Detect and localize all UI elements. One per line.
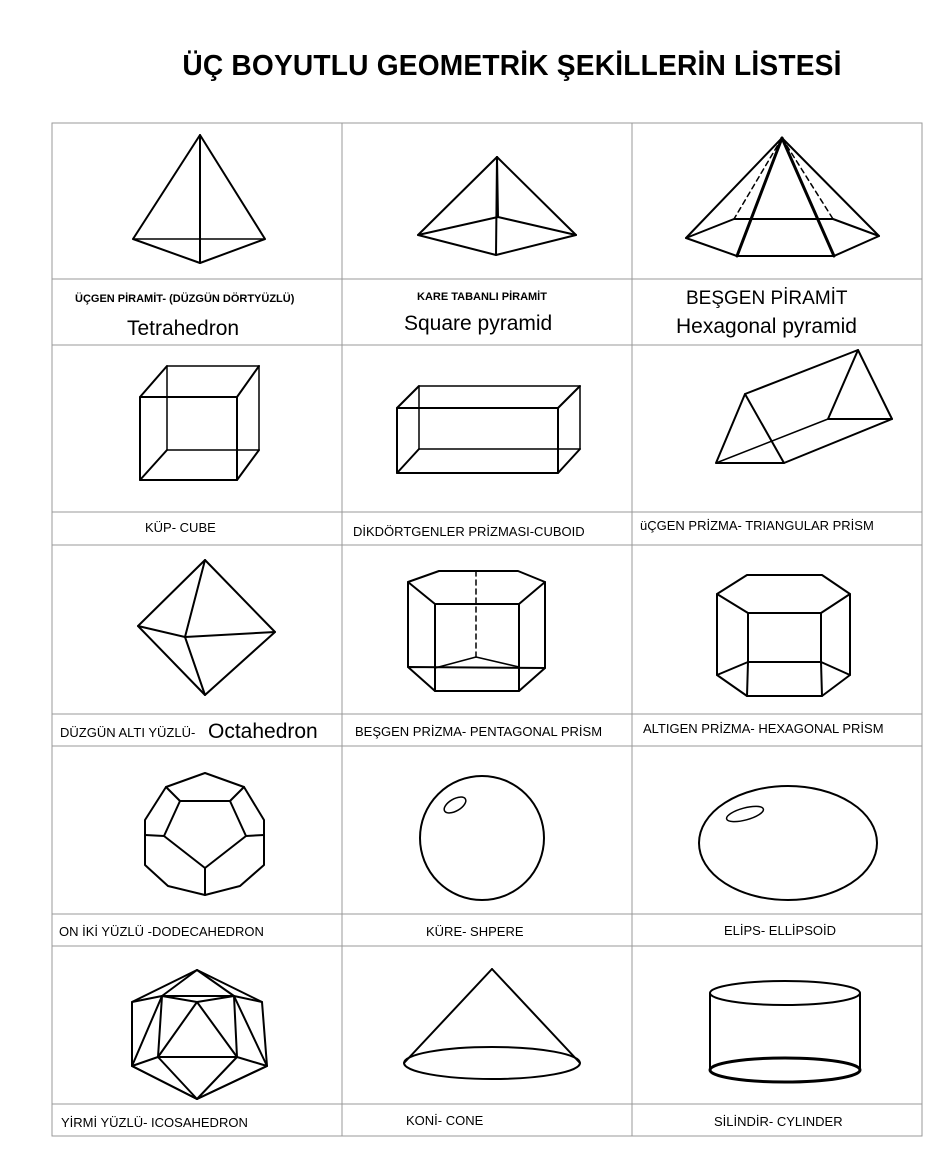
shape-label-square-pyramid-tr: KARE TABANLI PİRAMİT	[417, 291, 547, 303]
square-pyramid-icon	[418, 157, 576, 255]
shape-label-icosahedron: YİRMİ YÜZLÜ- ICOSAHEDRON	[61, 1115, 248, 1130]
shape-label-triangular-prism: üÇGEN PRİZMA- TRIANGULAR PRİSM	[640, 518, 874, 533]
shape-label-cone: KONİ- CONE	[406, 1113, 484, 1128]
page-title: ÜÇ BOYUTLU GEOMETRİK ŞEKİLLERİN LİSTESİ	[182, 50, 842, 82]
hexagonal-prism-icon	[717, 575, 850, 696]
cuboid-icon	[397, 386, 580, 473]
tetrahedron-icon	[133, 135, 265, 263]
shape-label-octahedron-en: Octahedron	[208, 720, 318, 743]
pentagonal-prism-icon	[408, 571, 545, 691]
pentagonal-pyramid-icon	[686, 138, 879, 256]
shape-label-pentagonal-prism: BEŞGEN PRİZMA- PENTAGONAL PRİSM	[355, 724, 603, 739]
table-grid	[52, 123, 922, 1136]
shape-label-cube: KÜP- CUBE	[145, 520, 216, 535]
shape-label-ellipsoid: ELİPS- ELLİPSOİD	[724, 923, 836, 938]
ellipsoid-icon	[699, 786, 877, 900]
shape-label-pentagonal-pyramid-en: Hexagonal pyramid	[676, 315, 857, 338]
cone-icon	[404, 969, 580, 1079]
shape-label-tetrahedron-en: Tetrahedron	[127, 317, 240, 340]
shape-label-sphere: KÜRE- SHPERE	[426, 924, 524, 939]
dodecahedron-icon	[145, 773, 264, 895]
shape-label-pentagonal-pyramid-tr: BEŞGEN PİRAMİT	[686, 288, 848, 309]
triangular-prism-icon	[716, 350, 892, 463]
cylinder-icon	[710, 981, 860, 1082]
shape-label-octahedron-tr: DÜZGÜN ALTI YÜZLÜ-	[60, 725, 196, 740]
shape-label-hexagonal-prism: ALTIGEN PRİZMA- HEXAGONAL PRİSM	[643, 721, 884, 736]
shape-label-square-pyramid-en: Square pyramid	[404, 312, 553, 335]
shape-label-dodecahedron: ON İKİ YÜZLÜ -DODECAHEDRON	[59, 924, 264, 939]
sphere-icon	[420, 776, 544, 900]
shape-label-cuboid: DİKDÖRTGENLER PRİZMASI-CUBOID	[353, 524, 585, 539]
shape-label-cylinder: SİLİNDİR- CYLINDER	[714, 1114, 843, 1129]
octahedron-icon	[138, 560, 275, 695]
cube-icon	[140, 366, 259, 480]
shape-label-tetrahedron-tr: ÜÇGEN PİRAMİT- (DÜZGÜN DÖRTYÜZLÜ)	[75, 293, 295, 305]
icosahedron-icon	[132, 970, 267, 1099]
